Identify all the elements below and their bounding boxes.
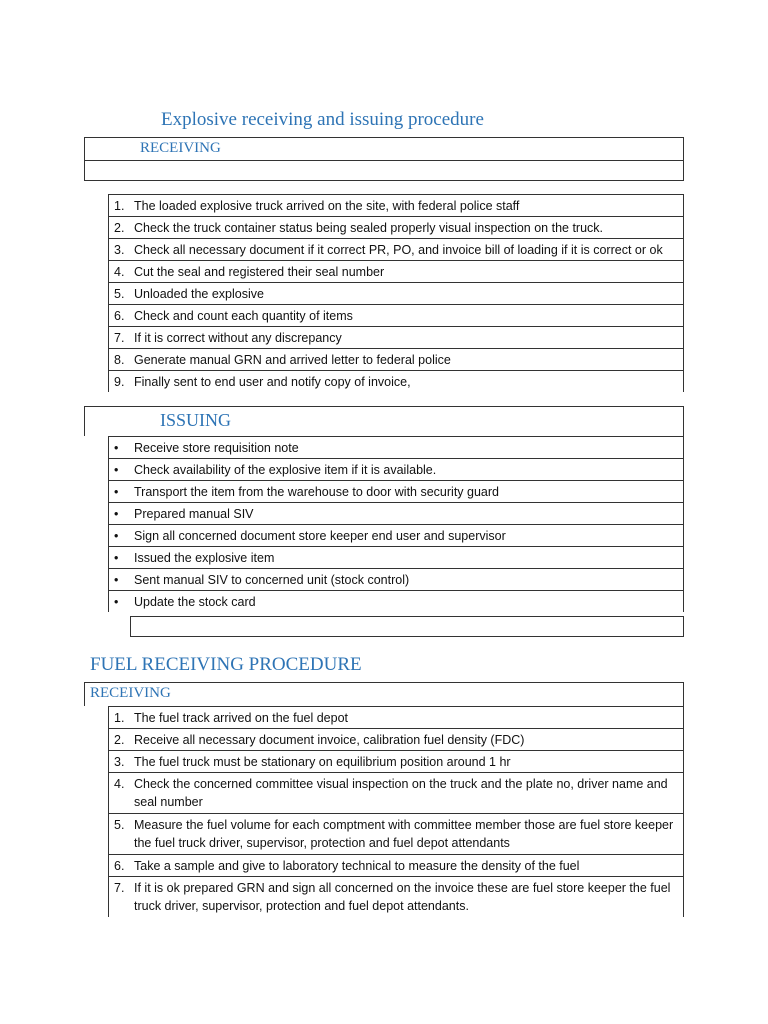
list-item	[108, 238, 684, 260]
list-item-text: Finally sent to end user and notify copy of invoice,	[134, 375, 411, 389]
list-marker: •	[114, 529, 119, 543]
list-marker: •	[114, 441, 119, 455]
list-item	[108, 772, 684, 813]
explosive-issuing-header	[84, 406, 684, 436]
list-marker: •	[114, 595, 119, 609]
list-marker: 4.	[114, 777, 125, 791]
list-item-text: Check availability of the explosive item if it is available.	[134, 463, 437, 477]
list-item	[108, 524, 684, 546]
list-item-text: Receive all necessary document invoice, calibration fuel density (FDC)	[134, 733, 525, 747]
list-item-text: Transport the item from the warehouse to door with security guard	[134, 485, 499, 499]
list-item	[108, 728, 684, 750]
list-item	[108, 706, 684, 728]
list-marker: 6.	[114, 859, 125, 873]
list-marker: 3.	[114, 755, 125, 769]
list-marker: •	[114, 551, 119, 565]
list-item-text: If it is correct without any discrepancy	[134, 331, 342, 345]
list-marker: •	[114, 573, 119, 587]
list-item	[108, 194, 684, 216]
list-marker: 2.	[114, 733, 125, 747]
list-item-text: Check all necessary document if it correct PR, PO, and invoice bill of loading if it is correct or ok	[134, 243, 663, 257]
explosive-receiving-spacer	[84, 161, 684, 181]
explosive-issuing-label: ISSUING	[160, 410, 232, 430]
list-marker: 7.	[114, 881, 125, 895]
list-marker: 7.	[114, 331, 125, 345]
list-item	[108, 458, 684, 480]
explosive-receiving-list	[108, 194, 684, 392]
list-marker: •	[114, 485, 119, 499]
fuel-title: FUEL RECEIVING PROCEDURE	[90, 654, 362, 675]
list-marker: •	[114, 507, 119, 521]
list-marker: 2.	[114, 221, 125, 235]
fuel-receiving-header	[84, 682, 684, 706]
list-item	[108, 813, 684, 854]
list-item	[108, 546, 684, 568]
empty-table-row	[130, 616, 684, 637]
list-item-text: The fuel track arrived on the fuel depot	[134, 711, 349, 725]
list-item-text: If it is ok prepared GRN and sign all concerned on the invoice these are fuel store keeper the fuel truck driver, supervisor, protection and fuel depot attendants.	[134, 881, 671, 913]
list-item	[108, 282, 684, 304]
fuel-receiving-list	[108, 706, 684, 917]
list-item	[108, 216, 684, 238]
list-item-text: Receive store requisition note	[134, 441, 299, 455]
list-marker: 1.	[114, 199, 125, 213]
list-marker: 1.	[114, 711, 125, 725]
list-item-text: Unloaded the explosive	[134, 287, 264, 301]
list-item-text: Check the truck container status being sealed properly visual inspection on the truck.	[134, 221, 604, 235]
list-item	[108, 854, 684, 876]
list-item	[108, 348, 684, 370]
list-item	[108, 260, 684, 282]
list-item-text: Take a sample and give to laboratory technical to measure the density of the fuel	[134, 859, 580, 873]
list-item-text: Prepared manual SIV	[134, 507, 254, 521]
list-item	[108, 304, 684, 326]
list-item	[108, 590, 684, 612]
list-item-text: Update the stock card	[134, 595, 256, 609]
list-item-text: Issued the explosive item	[134, 551, 275, 565]
list-item	[108, 326, 684, 348]
list-marker: 8.	[114, 353, 125, 367]
list-item-text: Check and count each quantity of items	[134, 309, 353, 323]
list-marker: 6.	[114, 309, 125, 323]
list-marker: 5.	[114, 287, 125, 301]
list-item-text: The loaded explosive truck arrived on the site, with federal police staff	[134, 199, 520, 213]
list-item-text: The fuel truck must be stationary on equilibrium position around 1 hr	[134, 755, 511, 769]
list-item-text: Sent manual SIV to concerned unit (stock control)	[134, 573, 410, 587]
list-marker: 4.	[114, 265, 125, 279]
list-item-text: Generate manual GRN and arrived letter to federal police	[134, 353, 451, 367]
list-marker: 9.	[114, 375, 125, 389]
explosive-issuing-list	[108, 436, 684, 612]
list-item-text: Cut the seal and registered their seal number	[134, 265, 385, 279]
list-item	[108, 480, 684, 502]
list-item	[108, 370, 684, 392]
explosive-receiving-label: RECEIVING	[140, 140, 221, 156]
list-item	[108, 502, 684, 524]
list-item-text: Sign all concerned document store keeper end user and supervisor	[134, 529, 506, 543]
explosive-title: Explosive receiving and issuing procedure	[161, 109, 484, 130]
list-item	[108, 876, 684, 917]
list-marker: 3.	[114, 243, 125, 257]
list-item	[108, 750, 684, 772]
list-marker: 5.	[114, 818, 125, 832]
list-item	[108, 436, 684, 458]
list-item	[108, 568, 684, 590]
list-item-text: Measure the fuel volume for each comptment with committee member those are fuel store keeper the fuel truck driver, supervisor, protection and fuel depot attendants	[134, 818, 674, 850]
explosive-receiving-header	[84, 137, 684, 161]
fuel-receiving-label: RECEIVING	[90, 685, 171, 701]
list-marker: •	[114, 463, 119, 477]
list-item-text: Check the concerned committee visual inspection on the truck and the plate no, driver name and seal number	[134, 777, 668, 809]
